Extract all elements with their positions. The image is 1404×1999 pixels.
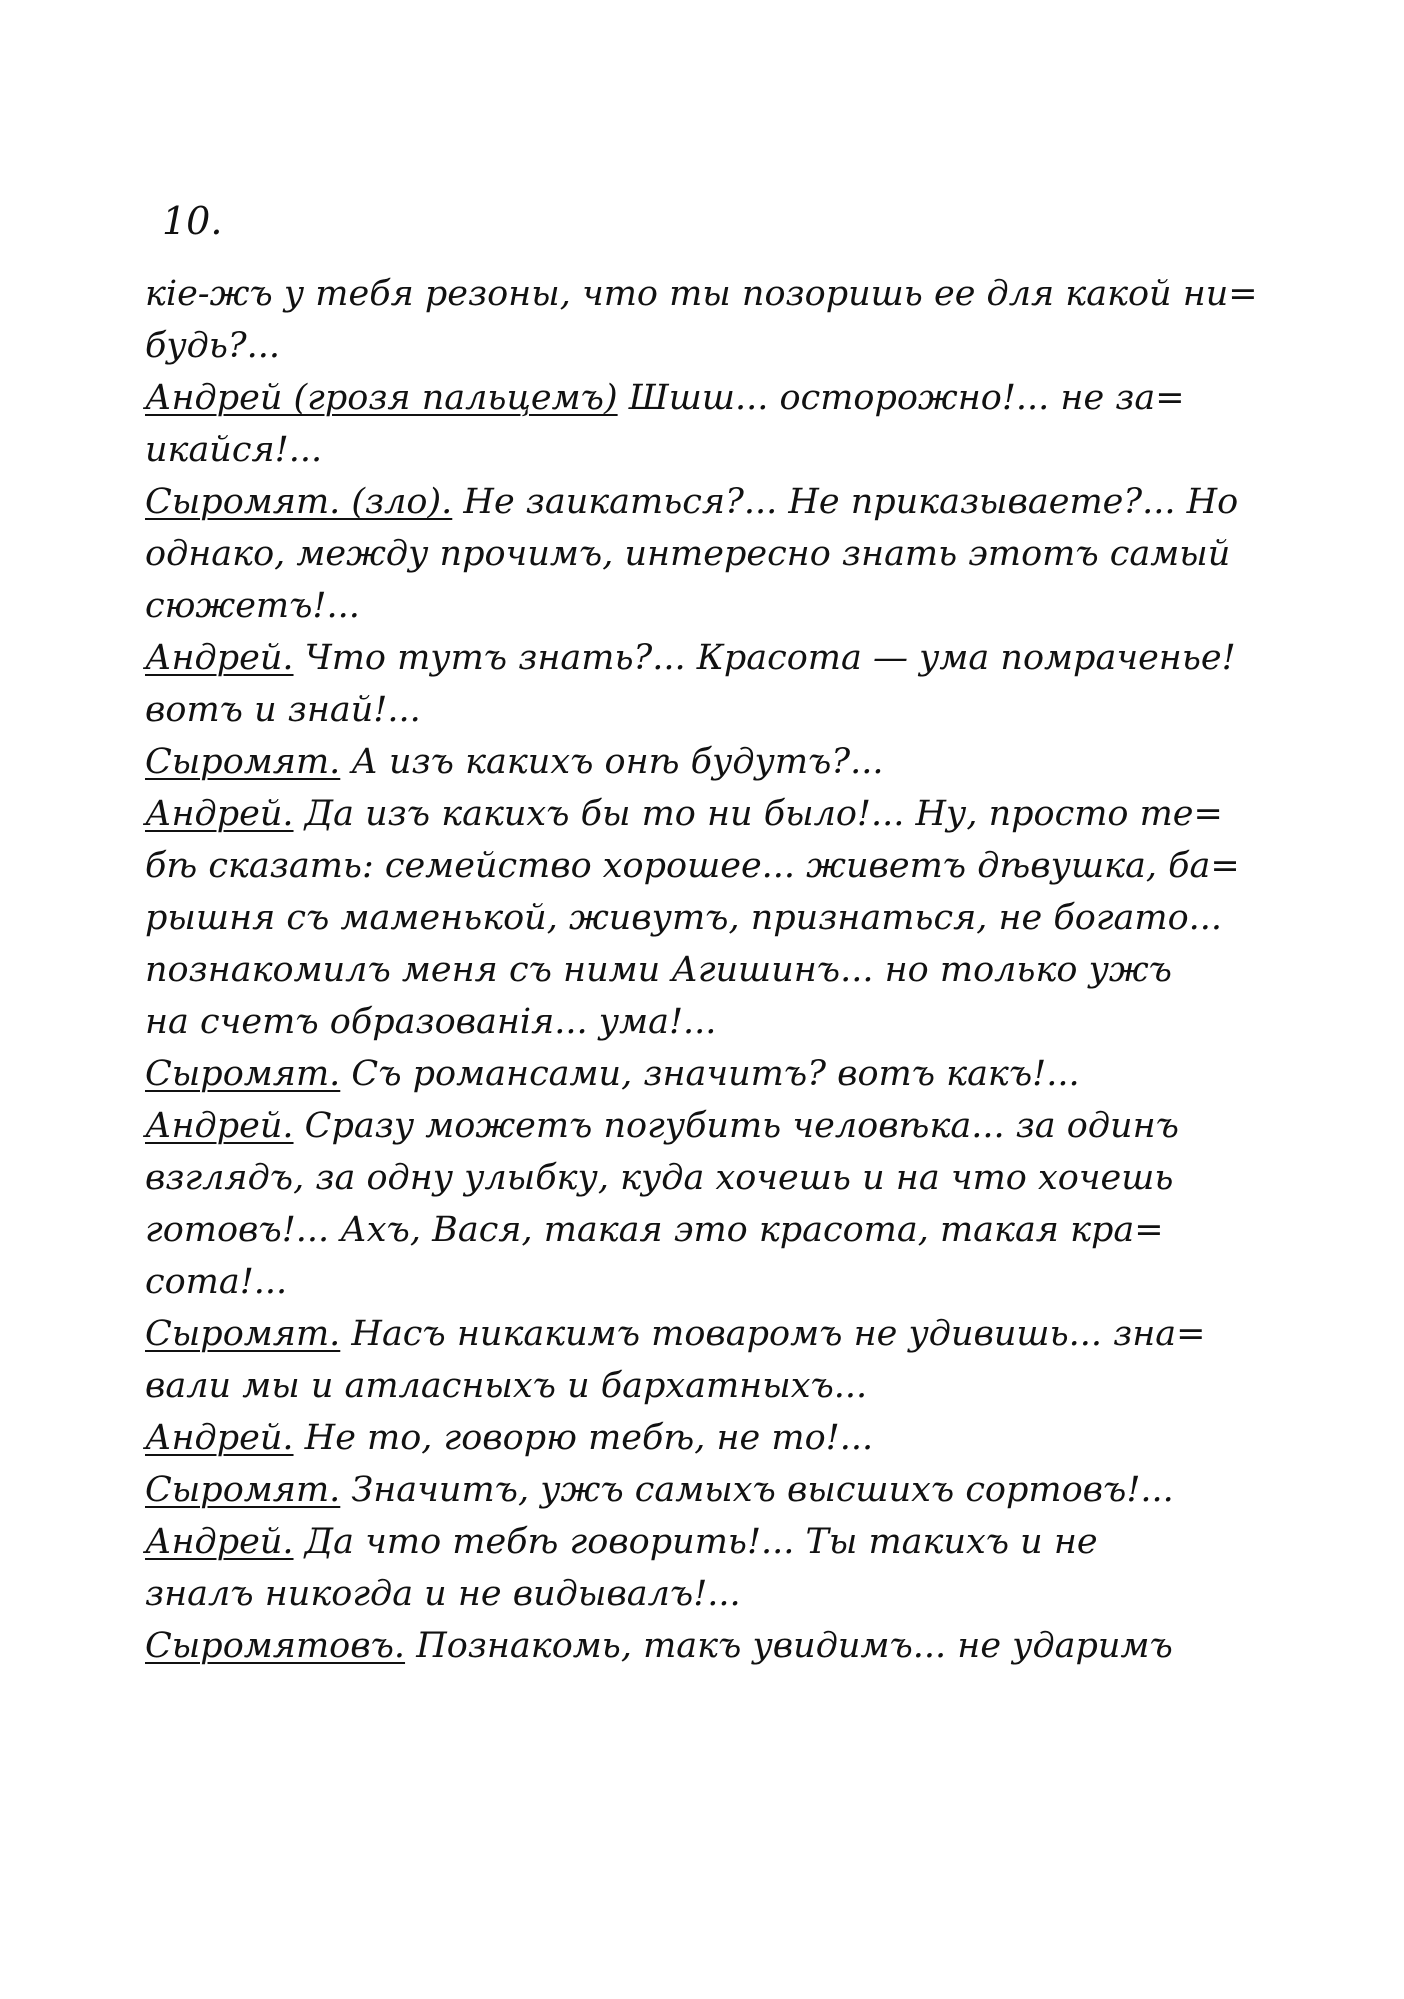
- line-text: вотъ и знай!...: [145, 690, 421, 730]
- line-text: познакомилъ меня съ ними Агишинъ... но только ужъ: [145, 950, 1172, 990]
- speaker-name: Сыромят.: [145, 1470, 341, 1510]
- manuscript-line: [145, 1204, 1245, 1256]
- manuscript-line: [145, 1100, 1245, 1152]
- manuscript-line: [145, 892, 1245, 944]
- manuscript-line: [145, 268, 1258, 320]
- line-text: зналъ никогда и не видывалъ!...: [145, 1574, 741, 1614]
- manuscript-line: [145, 1152, 1245, 1204]
- manuscript-line: [145, 372, 1245, 424]
- speaker-gap: [294, 1522, 305, 1562]
- manuscript-line: [145, 1620, 1245, 1672]
- speaker-name: Сыромят. (зло).: [145, 482, 453, 522]
- line-text: Шшш... осторожно!... не за=: [628, 378, 1185, 418]
- line-text: Съ романсами, значитъ? вотъ какъ!...: [351, 1054, 1080, 1094]
- handwritten-text-block: [145, 268, 1258, 1672]
- speaker-name: Сыромятовъ.: [145, 1626, 406, 1666]
- manuscript-line: [145, 1308, 1245, 1360]
- manuscript-line: [145, 788, 1245, 840]
- manuscript-line: [145, 996, 1245, 1048]
- speaker-gap: [452, 482, 463, 522]
- line-text: икайся!...: [145, 430, 323, 470]
- page-number: 10.: [162, 199, 223, 243]
- line-text: Значитъ, ужъ самыхъ высшихъ сортовъ!...: [351, 1470, 1174, 1510]
- line-text: Не заикаться?... Не приказываете?... Но: [463, 482, 1239, 522]
- manuscript-line: [145, 684, 1245, 736]
- line-text: Да что тебѣ говорить!... Ты такихъ и не: [304, 1522, 1098, 1562]
- speaker-name: Андрей.: [145, 638, 294, 678]
- manuscript-line: [145, 1360, 1245, 1412]
- speaker-gap: [340, 742, 351, 782]
- speaker-name: Сыромят.: [145, 1314, 341, 1354]
- manuscript-line: [145, 528, 1245, 580]
- line-text: Что тутъ знать?... Красота — ума помраченье!: [304, 638, 1236, 678]
- manuscript-line: [145, 580, 1245, 632]
- manuscript-line: [145, 1412, 1245, 1464]
- manuscript-line: [145, 632, 1245, 684]
- line-text: Познакомь, такъ увидимъ... не ударимъ: [416, 1626, 1173, 1666]
- line-text: Не то, говорю тебѣ, не то!...: [304, 1418, 874, 1458]
- manuscript-line: [145, 1256, 1245, 1308]
- manuscript-line: [145, 424, 1245, 476]
- speaker-gap: [294, 1106, 305, 1146]
- speaker-gap: [294, 1418, 305, 1458]
- speaker-name: Сыромят.: [145, 742, 341, 782]
- manuscript-line: [145, 736, 1245, 788]
- speaker-gap: [340, 1314, 351, 1354]
- manuscript-line: [145, 476, 1245, 528]
- line-text: однако, между прочимъ, интересно знать этотъ самый: [145, 534, 1231, 574]
- speaker-name: Андрей.: [145, 1522, 294, 1562]
- line-text: на счетъ образованія... ума!...: [145, 1002, 717, 1042]
- line-text: А изъ какихъ онѣ будутъ?...: [351, 742, 884, 782]
- speaker-gap: [405, 1626, 416, 1666]
- line-text: сота!...: [145, 1262, 288, 1302]
- speaker-name: Андрей.: [145, 1106, 294, 1146]
- speaker-name: Андрей.: [145, 1418, 294, 1458]
- line-text: Да изъ какихъ бы то ни было!... Ну, просто те=: [304, 794, 1223, 834]
- line-text: взглядъ, за одну улыбку, куда хочешь и на что хочешь: [145, 1158, 1174, 1198]
- line-text: вали мы и атласныхъ и бархатныхъ...: [145, 1366, 868, 1406]
- manuscript-line: [145, 1464, 1245, 1516]
- line-text: готовъ!... Ахъ, Вася, такая это красота, такая кра=: [145, 1210, 1164, 1250]
- line-text: Сразу можетъ погубить человѣка... за одинъ: [304, 1106, 1179, 1146]
- speaker-gap: [294, 794, 305, 834]
- speaker-name: Андрей (грозя пальцемъ): [145, 378, 618, 418]
- speaker-gap: [340, 1470, 351, 1510]
- speaker-gap: [294, 638, 305, 678]
- manuscript-line: [145, 1568, 1245, 1620]
- line-text: сюжетъ!...: [145, 586, 360, 626]
- speaker-name: Сыромят.: [145, 1054, 341, 1094]
- manuscript-line: [145, 840, 1245, 892]
- line-text: бѣ сказать: семейство хорошее... живетъ дѣвушка, ба=: [145, 846, 1240, 886]
- manuscript-line: [145, 1516, 1245, 1568]
- manuscript-line: [145, 320, 1245, 372]
- manuscript-line: [145, 944, 1245, 996]
- line-text: рышня съ маменькой, живутъ, признаться, не богато...: [145, 898, 1223, 938]
- speaker-gap: [340, 1054, 351, 1094]
- speaker-gap: [618, 378, 629, 418]
- speaker-name: Андрей.: [145, 794, 294, 834]
- line-text: Насъ никакимъ товаромъ не удивишь... зна=: [351, 1314, 1206, 1354]
- line-text: кіе-жъ у тебя резоны, что ты позоришь ее для какой ни=: [145, 274, 1258, 314]
- line-text: будь?...: [145, 326, 281, 366]
- manuscript-line: [145, 1048, 1245, 1100]
